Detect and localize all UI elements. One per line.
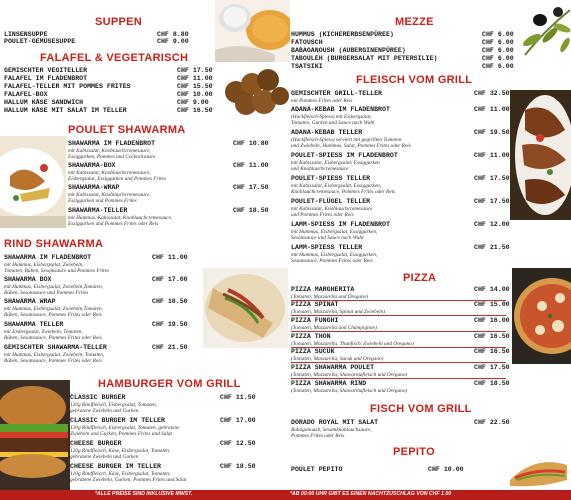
menu-item-name: TABOULEH (BURGERSALAT MIT PETERSILIE) <box>291 55 438 62</box>
menu-item-desc: (Hackfleisch-Spiess) serviert mit gegrillten Tomaten <box>291 137 402 143</box>
menu-item-name: SHAWARMA-TELLER <box>68 207 128 214</box>
menu-item-name: PIZZA FUNGHI <box>291 317 339 324</box>
menu-item-price: CHF 18.50 <box>233 207 269 214</box>
menu-item-name: SHAWARMA IM FLADENBROT <box>4 254 92 261</box>
menu-item-name: HALLUM KÄSE SANDWICH <box>4 99 84 106</box>
menu-item-desc: Zwiebeln und Gurken, Pommes Frites und Salat <box>70 431 172 437</box>
menu-item-price: CHF 11.50 <box>220 394 256 401</box>
menu-item-desc: 120g Rindfleisch, Käse, Eisbergsalat, Tomaten, <box>70 448 171 454</box>
menu-item-name: PIZZA SHAWARMA RIND <box>291 380 367 387</box>
menu-item-name: POULET-SPIESS TELLER <box>291 175 371 182</box>
menu-item-price: CHF 9.00 <box>157 38 189 45</box>
menu-item-price: CHF 22.50 <box>474 419 510 426</box>
menu-item-price: CHF 19.50 <box>152 321 188 328</box>
menu-item-desc: Essiggurken, Pommes und Cocktailsauce <box>68 154 156 160</box>
menu-item-price: CHF 21.50 <box>152 344 188 351</box>
menu-item-price: CHF 19.50 <box>474 129 510 136</box>
section-title-suppen: SUPPEN <box>95 16 143 28</box>
menu-item-name: HUMMUS (KICHERERBSENPÜREE) <box>291 31 394 38</box>
menu-item-desc: mit Kabissalat, Knoblauchcremesauce <box>291 206 373 212</box>
menu-item-name: FATOUSCH <box>291 39 323 46</box>
menu-item-desc: Tomaten, Gurken und Sauce nach Wahl <box>291 120 375 126</box>
menu-item-name: CLASSIC BURGER <box>70 394 126 401</box>
menu-item-desc: mit Hummus, Eisbergsalat, Essiggurken, <box>291 229 378 235</box>
menu-item-name: CLASSIC BURGER IM TELLER <box>70 417 165 424</box>
menu-item-desc: (Hackfleisch-Spiess) mit Eisbergsalat, <box>291 114 372 120</box>
item-divider <box>291 315 506 316</box>
menu-item-desc: gebratene Zwiebeln und Gurken <box>70 408 139 414</box>
menu-item-desc: Tomaten, Rüben, Sesamsauce und Pommes Frites <box>4 268 109 274</box>
menu-item-name: POULET PEPITO <box>291 466 343 473</box>
menu-item-desc: mit Eisbergsalat, Zwiebeln, Tomaten, <box>4 329 83 335</box>
menu-item-desc: gebratene Zwiebeln, Gurken, Pommes Frites und Salat <box>70 477 187 483</box>
section-title-pizza: PIZZA <box>403 272 437 284</box>
menu-item-price: CHF 17.00 <box>220 417 256 424</box>
menu-item-desc: (Tomaten, Mozzarella, Sucuk und Oregano) <box>291 356 384 362</box>
menu-item-price: CHF 9.00 <box>177 99 209 106</box>
menu-item-price: CHF 11.00 <box>152 254 188 261</box>
menu-item-desc: mit Kabissalat, Knoblauchcremesauce, <box>68 170 151 176</box>
menu-item-name: PIZZA SUCUK <box>291 348 335 355</box>
item-divider <box>291 362 506 363</box>
menu-item-name: CHEESE BURGER IM TELLER <box>70 463 162 470</box>
menu-item-price: CHF 16.50 <box>474 348 510 355</box>
menu-item-price: CHF 12.50 <box>220 440 256 447</box>
menu-item-desc: mit Kabissalat, Eisbergsalat, Essiggurken <box>291 160 380 166</box>
menu-item-price: CHF 6.00 <box>482 39 514 46</box>
menu-item-price: CHF 12.00 <box>474 221 510 228</box>
menu-item-name: SHAWARMA-BOX <box>68 162 116 169</box>
menu-item-desc: mit Kabissalat, Knoblauchcremesauce, <box>68 148 151 154</box>
menu-item-desc: mit Kabissalat, Eisbergsalat, Essiggurken, <box>291 183 382 189</box>
wrap-photo <box>203 268 288 348</box>
menu-item-name: ADANA-KEBAB TELLER <box>291 129 363 136</box>
menu-item-price: CHF 17.50 <box>474 364 510 371</box>
menu-item-desc: Rüben, Sesamsauce und Pommes Frites <box>4 290 89 296</box>
falafel-photo <box>222 62 290 124</box>
menu-item-price: CHF 17.50 <box>474 198 510 205</box>
menu-item-price: CHF 11.00 <box>474 152 510 159</box>
burger-photo <box>0 380 70 490</box>
footer-vat-note: *ALLE PREISE SIND INKLUSIVE MWST. <box>95 491 193 497</box>
menu-item-price: CHF 8.80 <box>157 31 189 38</box>
menu-item-desc: Rüben, Sesamsauce, Pommes Frites oder Reis <box>4 358 102 364</box>
menu-item-desc: und Pommes Frites oder Reis <box>291 212 354 218</box>
sandwich-photo <box>505 450 571 490</box>
menu-item-desc: Essiggurken und Pommes Frites oder Reis <box>68 221 159 227</box>
menu-item-name: SHAWARMA-WRAP <box>68 184 120 191</box>
menu-item-name: GEMISCHTER GRILL-TELLER <box>291 90 383 97</box>
menu-item-desc: (Tomaten, Mozzarella, Thunfisch, Zwiebeln und Oregano) <box>291 341 414 347</box>
menu-item-name: FALAFEL IM FLADENBROT <box>4 75 88 82</box>
menu-item-name: CHEESE BURGER <box>70 440 122 447</box>
menu-item-desc: (Tomaten, Mozzarella, Shawarmafleisch und Oregano) <box>291 372 408 378</box>
menu-item-price: CHF 18.50 <box>152 298 188 305</box>
soup-photo <box>215 0 290 62</box>
menu-item-desc: mit Hummus, Eisbergsalat, Essiggurken, <box>291 252 378 258</box>
menu-item-desc: und Knoblauchcremesauce <box>291 166 349 172</box>
section-title-rind-shawarma: RIND SHAWARMA <box>4 238 104 250</box>
section-title-poulet-shawarma: POULET SHAWARMA <box>68 124 186 136</box>
menu-item-price: CHF 10.80 <box>233 140 269 147</box>
menu-item-name: POULET-SPIESS IM FLADENBROT <box>291 152 398 159</box>
section-title-falafel: FALAFEL & VEGETARISCH <box>40 52 189 64</box>
menu-item-price: CHF 17.50 <box>474 175 510 182</box>
menu-item-price: CHF 21.50 <box>474 244 510 251</box>
menu-item-price: CHF 15.50 <box>177 83 213 90</box>
menu-item-name: LAMM-SPIESS TELLER <box>291 244 363 251</box>
menu-item-desc: 120g Rindfleisch, Eisbergsalat, Tomaten, gebratene <box>70 425 180 431</box>
footer-night-surcharge-note: *AB 00:00 UHR GIBT ES EINEN NACHTZUSCHLAG VON CHF 1.00 <box>290 491 452 497</box>
menu-item-name: ADANA-KEBAB IM FLADENBROT <box>291 106 390 113</box>
menu-item-price: CHF 17.50 <box>233 184 269 191</box>
menu-item-desc: gebratene Zwiebeln und Gurken <box>70 454 139 460</box>
menu-item-desc: und Zwiebeln, Hummus, Salat, Pommes Frites oder Reis <box>291 143 411 149</box>
menu-item-desc: Pommes Frites oder Reis <box>291 433 345 439</box>
menu-item-name: FALAFEL-TELLER MIT POMMES FRITES <box>4 83 131 90</box>
menu-item-name: PIZZA SHAWARMA POULET <box>291 364 375 371</box>
pizza-photo <box>512 268 571 364</box>
menu-item-price: CHF 11.00 <box>177 75 213 82</box>
menu-item-price: CHF 18.50 <box>220 463 256 470</box>
menu-item-desc: Rüben, Sesamsauce, Pommes Frites oder Reis <box>4 312 102 318</box>
shawarma-plate-photo <box>0 136 66 228</box>
menu-item-desc: Essiggurken und Pommes Frites <box>68 198 137 204</box>
menu-item-desc: mit Hummus, Eisbergsalat, Zwiebeln, <box>4 262 84 268</box>
menu-item-name: POULET-GEMÜSESUPPE <box>4 38 76 45</box>
section-title-fleisch: FLEISCH VOM GRILL <box>356 74 473 86</box>
menu-item-price: CHF 17.50 <box>177 67 213 74</box>
menu-item-name: DORADO ROYAL MIT SALAT <box>291 419 379 426</box>
menu-item-name: GEMISCHTER SHAWARMA-TELLER <box>4 344 107 351</box>
meat-plate-photo <box>510 90 571 220</box>
section-title-fisch: FISCH VOM GRILL <box>370 403 472 415</box>
section-title-pepito: PEPITO <box>393 446 435 458</box>
item-divider <box>291 378 506 379</box>
menu-item-price: CHF 11.00 <box>233 162 269 169</box>
menu-item-desc: 120g Rindfleisch, Käse, Eisbergsalat, Tomaten, <box>70 471 171 477</box>
menu-item-price: CHF 10.00 <box>177 91 213 98</box>
olive-branch-photo <box>520 0 571 62</box>
menu-item-desc: Sesamsauce und Sauce nach Wahl <box>291 235 364 241</box>
menu-item-price: CHF 32.50 <box>474 90 510 97</box>
item-divider <box>291 331 506 332</box>
menu-item-price: CHF 11.00 <box>474 106 510 113</box>
menu-item-desc: mit Pommes Frites oder Reis <box>291 98 353 104</box>
menu-item-name: LINSENSUPPE <box>4 31 48 38</box>
menu-item-price: CHF 6.00 <box>482 55 514 62</box>
menu-item-name: TSATSIKI <box>291 63 323 70</box>
menu-item-desc: mit Hummus, Eisbergsalat, Zwiebeln, Tomaten, <box>4 352 105 358</box>
menu-item-name: HALLUM KÄSE MIT SALAT IM TELLER <box>4 107 127 114</box>
menu-item-price: CHF 6.00 <box>482 47 514 54</box>
section-title-mezze: MEZZE <box>395 16 434 28</box>
menu-item-price: CHF 15.00 <box>474 301 510 308</box>
menu-item-desc: 120g Rindfleisch, Eisbergsalat, Tomaten, <box>70 402 158 408</box>
menu-item-desc: Babaganoush, Sesamknoblauchsauce, <box>291 427 372 433</box>
menu-item-name: SHAWARMA TELLER <box>4 321 64 328</box>
menu-item-desc: (Tomaten, Mozzarella, Shawarmafleisch und Oregano) <box>291 388 408 394</box>
menu-item-desc: mit Hummus, Eisbergsalat, Zwiebeln,Tomaten, <box>4 284 103 290</box>
menu-item-name: POULET-FLÜGEL TELLER <box>291 198 371 205</box>
menu-item-price: CHF 6.00 <box>482 31 514 38</box>
menu-item-price: CHF 18.50 <box>474 380 510 387</box>
menu-item-price: CHF 16.00 <box>474 317 510 324</box>
menu-item-price: CHF 16.50 <box>177 107 213 114</box>
menu-item-desc: Rüben, Sesamsauce, Pommes Frites oder Reis <box>4 335 102 341</box>
menu-item-desc: Sesamsauce, Pommes Frites oder Reis <box>291 258 373 264</box>
menu-item-name: FALAFEL-BOX <box>4 91 48 98</box>
menu-item-name: BABAGANOUSH (AUBERGINENPÜREE) <box>291 47 406 54</box>
section-title-hamburger: HAMBURGER VOM GRILL <box>98 378 241 390</box>
menu-item-name: SHAWARMA BOX <box>4 276 52 283</box>
menu-item-desc: Eisbergsalat, Essiggurken und Pommes Frites <box>68 176 166 182</box>
menu-item-price: CHF 16.50 <box>474 333 510 340</box>
menu-item-name: GEMISCHTER VEGITELLER <box>4 67 88 74</box>
menu-item-price: CHF 10.00 <box>428 466 464 473</box>
menu-item-price: CHF 6.00 <box>482 63 514 70</box>
menu-item-price: CHF 14.00 <box>474 286 510 293</box>
menu-item-name: PIZZA THON <box>291 333 331 340</box>
footer-bar <box>0 490 571 500</box>
menu-item-name: SHAWARMA WRAP <box>4 298 56 305</box>
menu-item-name: LAMM-SPIESS IM FLADENBROT <box>291 221 390 228</box>
menu-item-price: CHF 17.00 <box>152 276 188 283</box>
menu-item-desc: Knoblauchcremesauce, Pommes Frites oder Reis <box>291 189 396 195</box>
menu-item-desc: (Tomaten, Mozzarella, Spinat und Zwiebeln) <box>291 309 386 315</box>
menu-item-desc: (Tomaten, Mozzarella und Oregano) <box>291 294 369 300</box>
menu-item-desc: (Tomaten, Mozzarella und Champignon) <box>291 325 377 331</box>
menu-item-desc: mit Kabissalat, Knoblauchcremesauce, <box>68 192 151 198</box>
menu-item-name: PIZZA MARGHERITA <box>291 286 355 293</box>
menu-item-desc: mit Hummus, Eisbergsalat, Zwiebeln,Tomaten, <box>4 306 103 312</box>
menu-item-name: PIZZA SPINAT <box>291 301 339 308</box>
menu-item-desc: mit Hummus, Kabissalat, Knoblauchcremesauce, <box>68 215 173 221</box>
menu-item-name: SHAWARMA IM FLADENBROT <box>68 140 156 147</box>
